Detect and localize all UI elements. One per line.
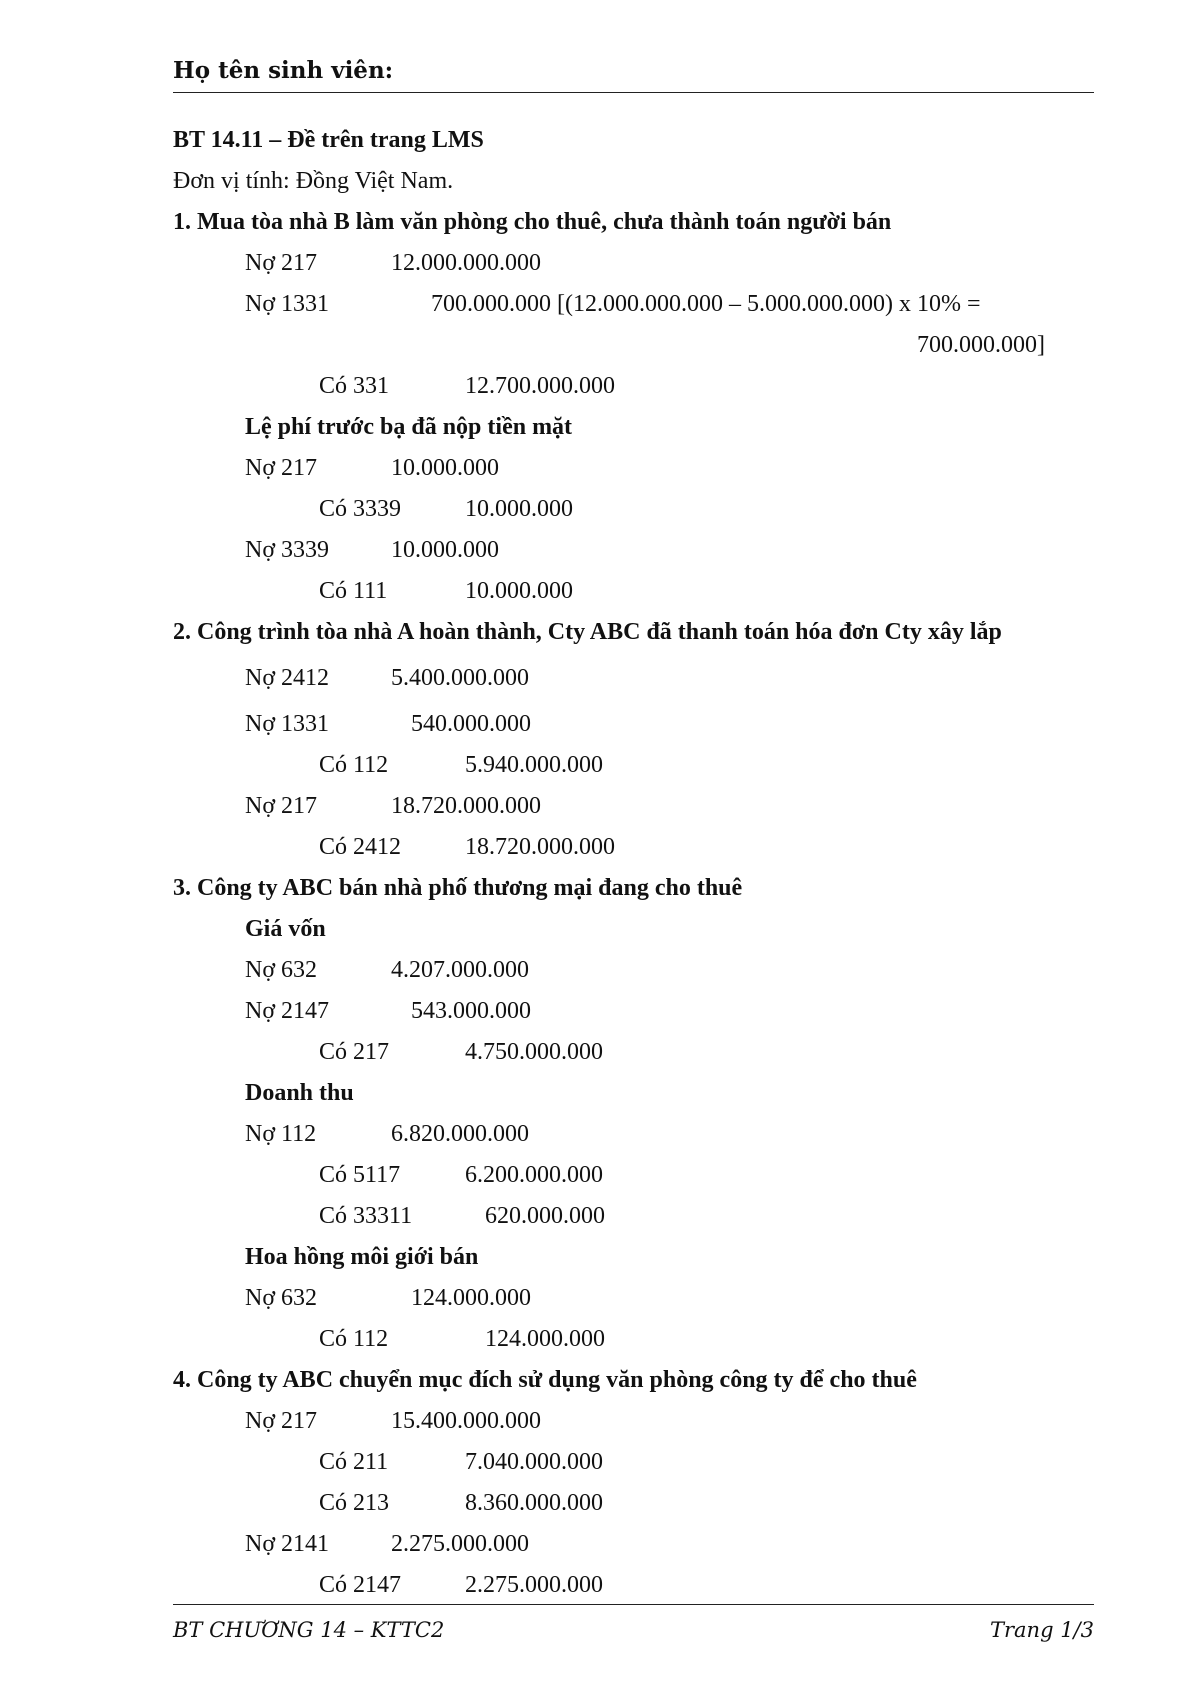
- account-code: Nợ 2141: [245, 1531, 330, 1557]
- debit-entry: [173, 448, 1093, 489]
- account-code: Nợ 3339: [245, 537, 330, 563]
- account-code: Có 111: [319, 578, 388, 604]
- amount: 10.000.000: [465, 578, 573, 604]
- debit-entry: [173, 950, 1093, 991]
- amount: 700.000.000 [(12.000.000.000 – 5.000.000.000) x 10% =: [431, 291, 981, 317]
- amount: 18.720.000.000: [465, 834, 615, 860]
- account-code: Có 5117: [319, 1162, 401, 1188]
- amount: 10.000.000: [391, 537, 499, 563]
- account-code: Có 211: [319, 1449, 389, 1475]
- amount: 10.000.000: [465, 496, 573, 522]
- debit-entry: [173, 786, 1093, 827]
- subheading: Lệ phí trước bạ đã nộp tiền mặt: [245, 414, 573, 440]
- amount: 620.000.000: [485, 1203, 605, 1229]
- account-code: Nợ 632: [245, 957, 318, 983]
- amount: 15.400.000.000: [391, 1408, 541, 1434]
- account-code: Nợ 632: [245, 1285, 318, 1311]
- amount: 7.040.000.000: [465, 1449, 603, 1475]
- amount: 5.940.000.000: [465, 752, 603, 778]
- debit-entry: [173, 658, 1093, 699]
- amount: 18.720.000.000: [391, 793, 541, 819]
- credit-entry: [173, 745, 1093, 786]
- credit-entry: [173, 366, 1093, 407]
- section-heading: 1. Mua tòa nhà B làm văn phòng cho thuê, chưa thành toán người bán: [173, 209, 892, 235]
- account-code: Nợ 2412: [245, 665, 330, 691]
- amount: 543.000.000: [411, 998, 531, 1024]
- subheading: Giá vốn: [245, 916, 326, 942]
- account-code: Có 2147: [319, 1572, 402, 1598]
- account-code: Có 112: [319, 1326, 389, 1352]
- account-code: Nợ 217: [245, 250, 318, 276]
- account-code: Nợ 1331: [245, 291, 330, 317]
- footer-page-number: Trang 1/3: [989, 1618, 1094, 1642]
- account-code: Nợ 2147: [245, 998, 330, 1024]
- amount: 10.000.000: [391, 455, 499, 481]
- debit-entry: [173, 530, 1093, 571]
- account-code: Có 331: [319, 373, 390, 399]
- amount: 6.200.000.000: [465, 1162, 603, 1188]
- amount: 124.000.000: [485, 1326, 605, 1352]
- credit-entry: [173, 1565, 1093, 1606]
- credit-entry: [173, 489, 1093, 530]
- header-divider: [173, 92, 1094, 93]
- amount: 5.400.000.000: [391, 665, 529, 691]
- account-code: Có 217: [319, 1039, 390, 1065]
- amount: 124.000.000: [411, 1285, 531, 1311]
- amount: 8.360.000.000: [465, 1490, 603, 1516]
- formula-continuation: 700.000.000]: [917, 332, 1045, 358]
- subheading: Doanh thu: [245, 1080, 354, 1106]
- credit-entry: [173, 1442, 1093, 1483]
- credit-entry: [173, 1196, 1093, 1237]
- debit-entry: [173, 1114, 1093, 1155]
- exercise-title: BT 14.11 – Đề trên trang LMS: [173, 127, 484, 153]
- document-body: [173, 120, 1093, 1606]
- amount: 540.000.000: [411, 711, 531, 737]
- unit-note: Đơn vị tính: Đồng Việt Nam.: [173, 168, 454, 194]
- debit-entry: [173, 704, 1093, 745]
- section-heading: 4. Công ty ABC chuyển mục đích sử dụng văn phòng công ty để cho thuê: [173, 1367, 917, 1393]
- debit-entry: [173, 1524, 1093, 1565]
- amount: 2.275.000.000: [465, 1572, 603, 1598]
- account-code: Nợ 217: [245, 793, 318, 819]
- account-code: Có 3339: [319, 496, 402, 522]
- account-code: Có 33311: [319, 1203, 413, 1229]
- amount: 12.700.000.000: [465, 373, 615, 399]
- credit-entry: [173, 571, 1093, 612]
- credit-entry: [173, 1483, 1093, 1524]
- debit-entry: [173, 1401, 1093, 1442]
- amount: 12.000.000.000: [391, 250, 541, 276]
- amount: 2.275.000.000: [391, 1531, 529, 1557]
- debit-entry: [173, 1278, 1093, 1319]
- student-name-label: Họ tên sinh viên:: [173, 57, 394, 84]
- footer-chapter: BT CHƯƠNG 14 – KTTC2: [173, 1618, 445, 1642]
- credit-entry: [173, 1032, 1093, 1073]
- account-code: Nợ 1331: [245, 711, 330, 737]
- debit-entry: [173, 243, 1093, 284]
- account-code: Có 213: [319, 1490, 390, 1516]
- credit-entry: [173, 1319, 1093, 1360]
- amount: 6.820.000.000: [391, 1121, 529, 1147]
- credit-entry: [173, 1155, 1093, 1196]
- account-code: Nợ 112: [245, 1121, 317, 1147]
- account-code: Nợ 217: [245, 455, 318, 481]
- amount: 4.750.000.000: [465, 1039, 603, 1065]
- amount: 4.207.000.000: [391, 957, 529, 983]
- section-heading: 3. Công ty ABC bán nhà phố thương mại đang cho thuê: [173, 875, 743, 901]
- credit-entry: [173, 827, 1093, 868]
- account-code: Nợ 217: [245, 1408, 318, 1434]
- account-code: Có 2412: [319, 834, 402, 860]
- footer-divider: [173, 1604, 1094, 1605]
- subheading: Hoa hồng môi giới bán: [245, 1244, 479, 1270]
- debit-entry: [173, 284, 1093, 325]
- account-code: Có 112: [319, 752, 389, 778]
- section-heading: 2. Công trình tòa nhà A hoàn thành, Cty ABC đã thanh toán hóa đơn Cty xây lắp: [173, 619, 1002, 645]
- debit-entry: [173, 991, 1093, 1032]
